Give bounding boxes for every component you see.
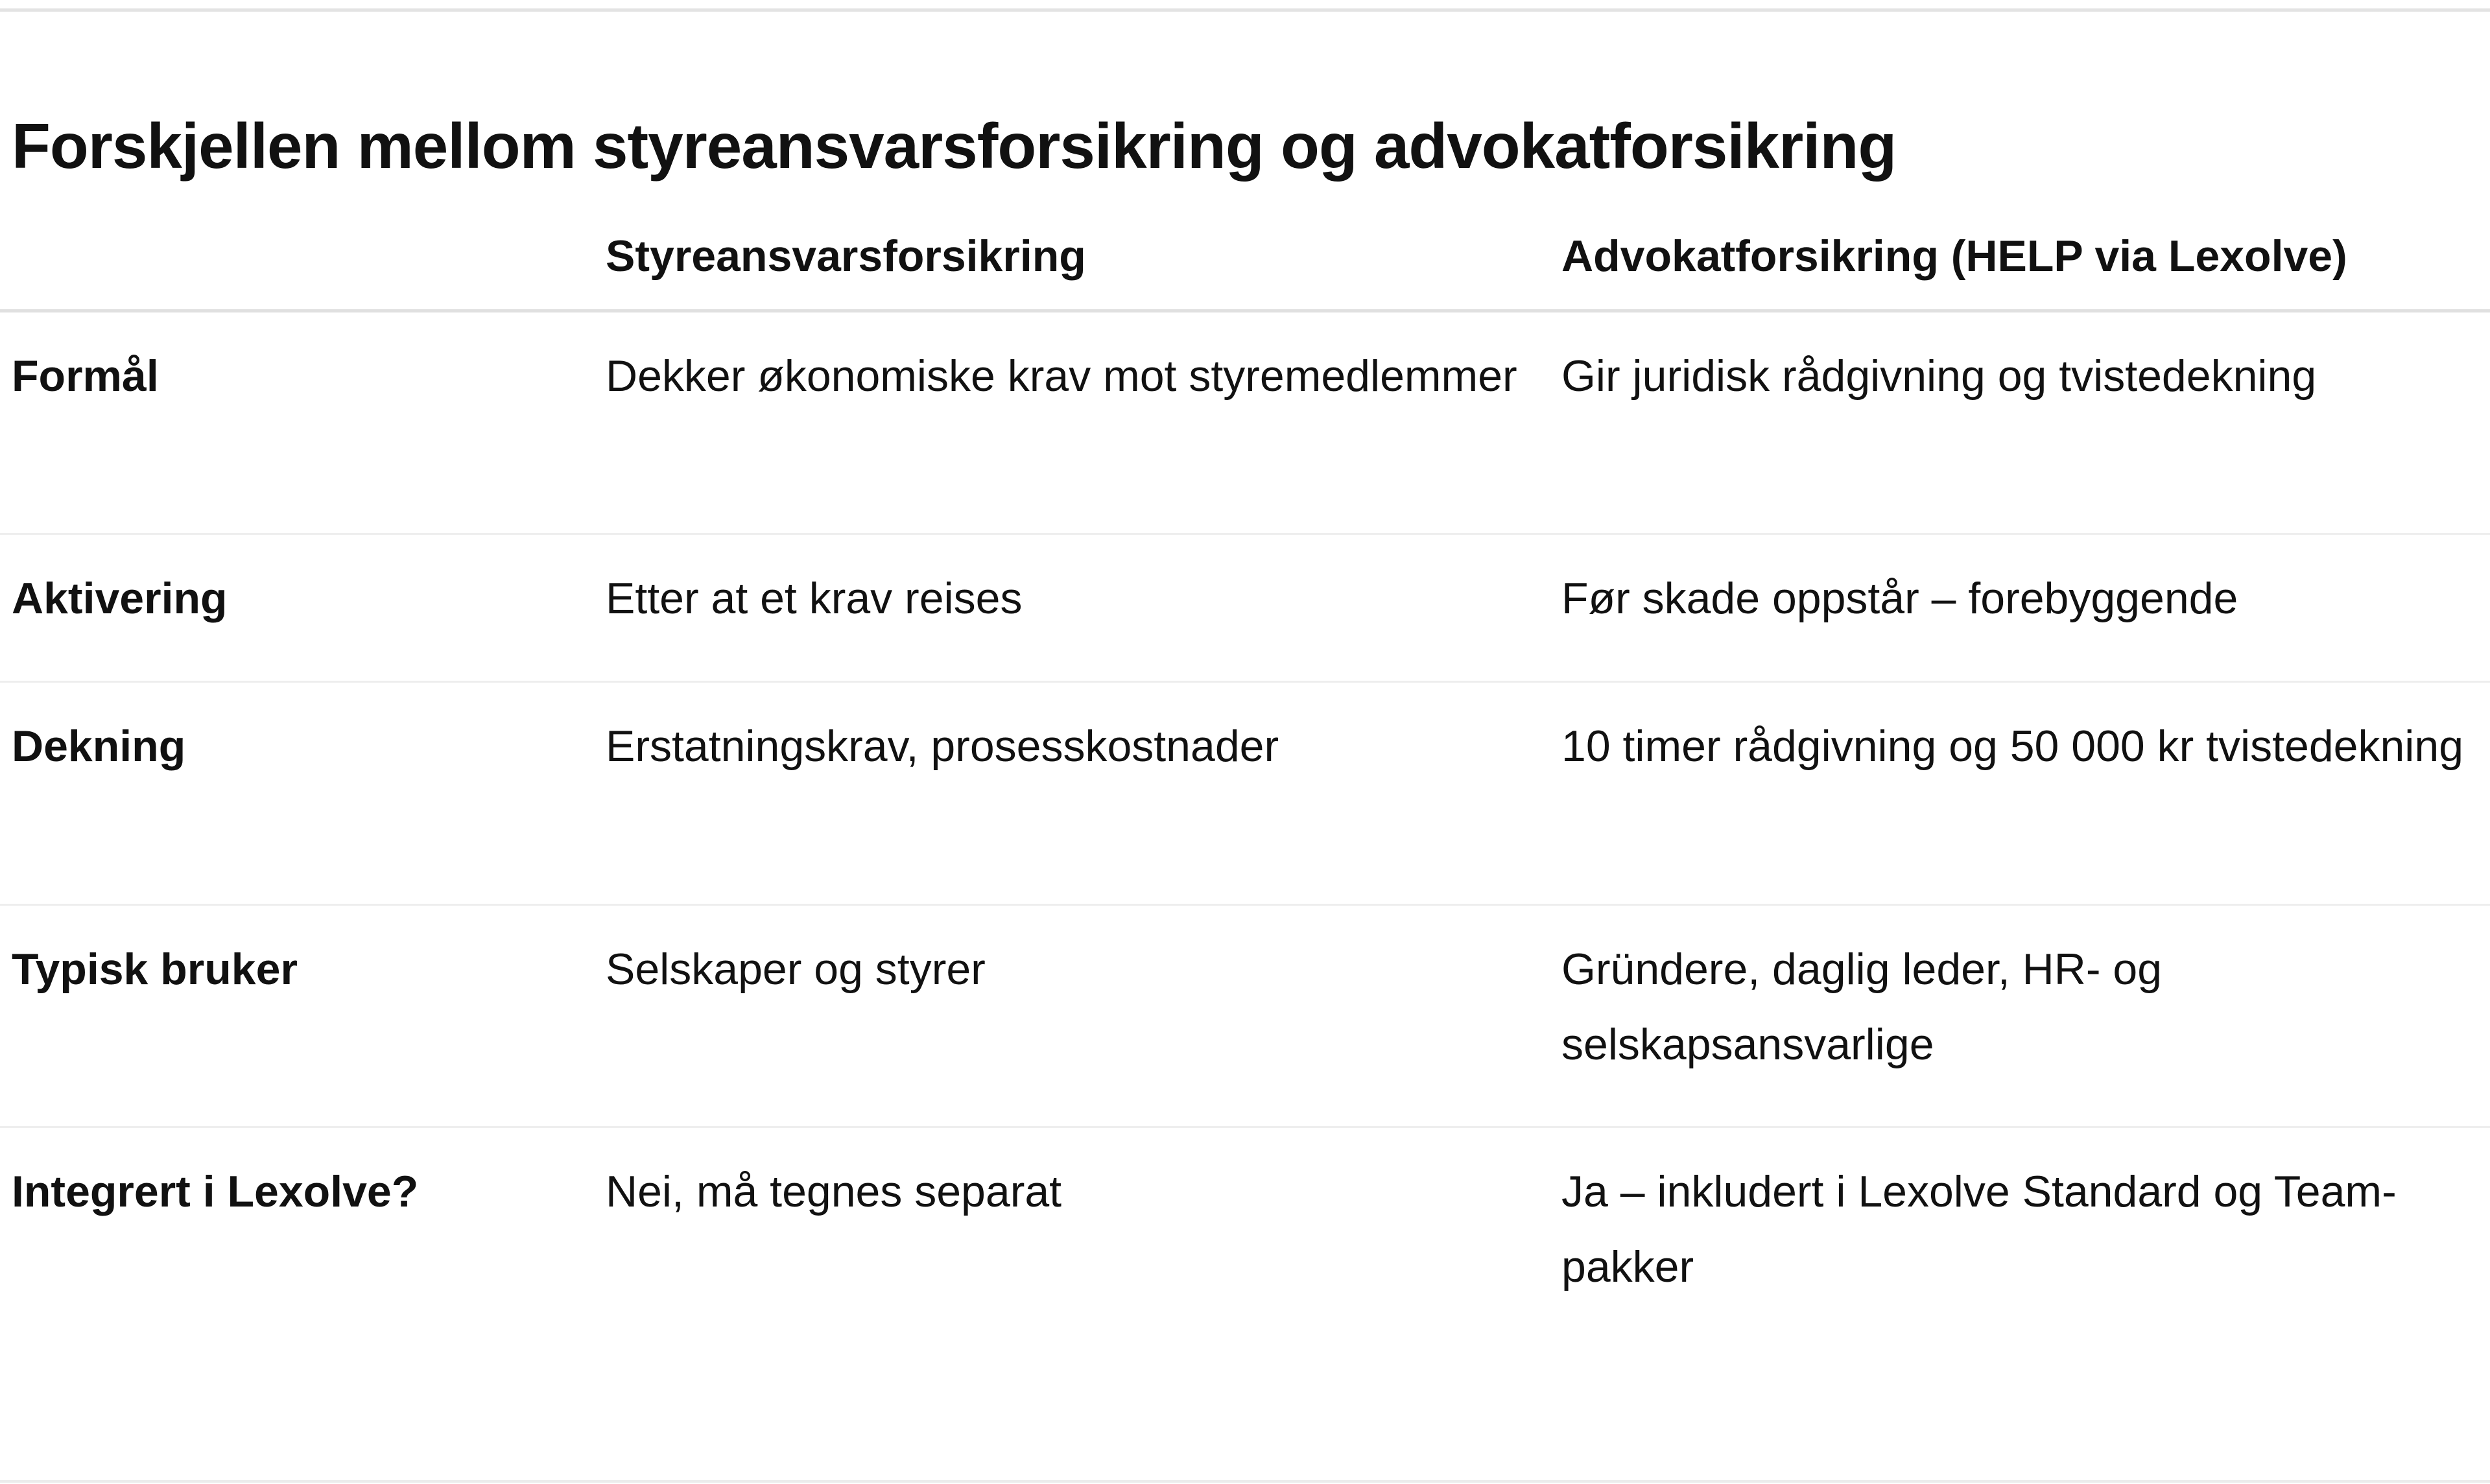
cell-advokat: Gründere, daglig leder, HR- og selskapsansvarlige bbox=[1561, 945, 2163, 1069]
header-cell-styreansvar: Styreansvarsforsikring bbox=[606, 231, 1086, 281]
cell-advokat: 10 timer rådgivning og 50 000 kr tvistedekning bbox=[1561, 722, 2464, 771]
cell-styreansvar: Nei, må tegnes separat bbox=[606, 1167, 1062, 1216]
cell-advokat: Gir juridisk rådgivning og tvistedekning bbox=[1561, 351, 2317, 401]
row-label: Typisk bruker bbox=[12, 945, 298, 994]
page-title: Forskjellen mellom styreansvarsforsikring og advokatforsikring bbox=[12, 110, 1897, 182]
header-cell-advokat: Advokatforsikring (HELP via Lexolve) bbox=[1561, 231, 2347, 281]
cell-styreansvar: Etter at et krav reises bbox=[606, 574, 1023, 623]
row-label: Integrert i Lexolve? bbox=[12, 1167, 419, 1216]
table-row bbox=[0, 683, 2490, 906]
row-label: Dekning bbox=[12, 722, 186, 771]
table-row bbox=[0, 312, 2490, 535]
table-row bbox=[0, 1128, 2490, 1387]
table-header-row bbox=[0, 214, 2490, 312]
row-label: Aktivering bbox=[12, 574, 228, 623]
cell-advokat: Ja – inkludert i Lexolve Standard og Team-pakker bbox=[1561, 1167, 2397, 1291]
row-label: Formål bbox=[12, 351, 159, 401]
cell-styreansvar: Erstatningskrav, prosesskostnader bbox=[606, 722, 1279, 771]
top-divider bbox=[0, 8, 2490, 12]
cell-advokat: Før skade oppstår – forebyggende bbox=[1561, 574, 2238, 623]
comparison-table bbox=[0, 214, 2490, 1387]
bottom-divider bbox=[0, 1480, 2490, 1483]
cell-styreansvar: Selskaper og styrer bbox=[606, 945, 986, 994]
table-row bbox=[0, 906, 2490, 1128]
cell-styreansvar: Dekker økonomiske krav mot styremedlemmer bbox=[606, 351, 1517, 401]
table-row bbox=[0, 535, 2490, 683]
